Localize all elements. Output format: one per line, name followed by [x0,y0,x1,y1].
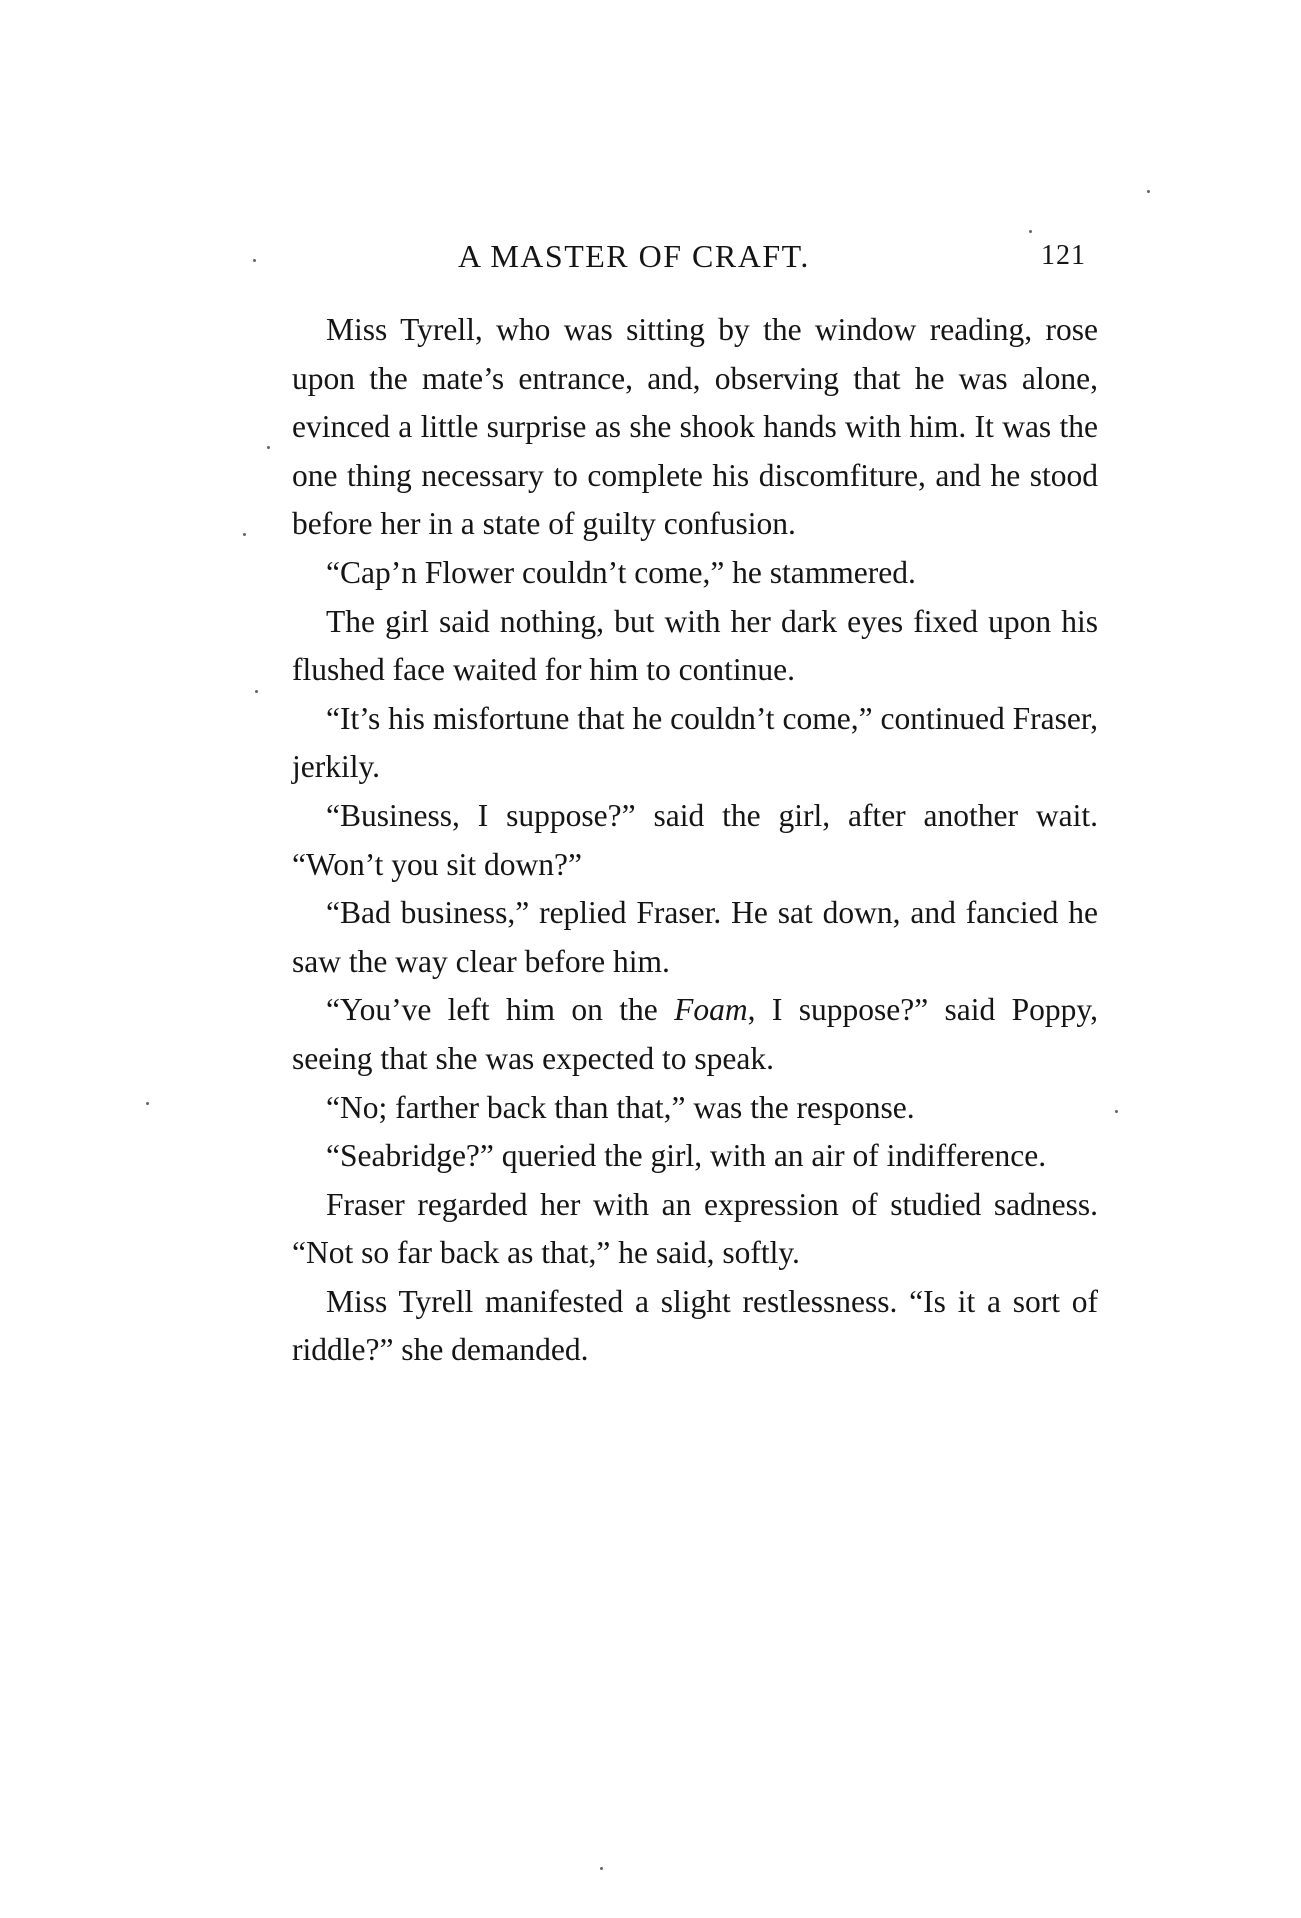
paragraph-7: “You’ve left him on the Foam, I suppose?” said Poppy, seeing that she was expected to speak. [292,992,1098,1076]
scan-speck [146,1102,149,1105]
scan-speck [253,259,256,262]
scan-speck [267,446,270,449]
scan-speck [600,1867,603,1870]
ship-name: Foam [674,992,748,1028]
scan-speck [1147,190,1150,193]
page-number: 121 [1041,240,1086,271]
paragraph-4: “It’s his misfortune that he couldn’t come,” continued Fraser, jerkily. [292,700,1098,785]
scan-speck [255,690,258,693]
paragraph-10: Fraser regarded her with an expression of studied sadness. “Not so far back as that,” he said, softly. [292,1186,1098,1271]
paragraph-6: “Bad business,” replied Fraser. He sat down, and fancied he saw the way clear before him. [292,895,1098,979]
scan-speck [1029,230,1032,233]
scan-speck [1115,1110,1118,1113]
paragraph-11: Miss Tyrell manifested a slight restlessness. “Is it a sort of riddle?” she demanded. [292,1283,1098,1368]
scan-speck [243,533,246,536]
running-title: A MASTER OF CRAFT. [458,238,810,274]
paragraph-3: The girl said nothing, but with her dark eyes fixed upon his flushed face waited for him to continue. [292,603,1098,688]
paragraph-1: Miss Tyrell, who was sitting by the window reading, rose upon the mate’s entrance, and, observing that he was alone, evinced a little surprise as she shook hands with him. It was the one thing necessary to complete his discomfiture, and he stood before her in a state of guilty confusion. [292,312,1098,542]
paragraph-5: “Business, I suppose?” said the girl, after another wait. “Won’t you sit down?” [292,797,1098,882]
paragraph-8: “No; farther back than that,” was the response. [326,1089,915,1125]
paragraph-2: “Cap’n Flower couldn’t come,” he stammered. [326,554,916,590]
body-text [292,306,1098,1375]
running-header [0,238,1301,286]
paragraph-9: “Seabridge?” queried the girl, with an air of indifference. [326,1138,1047,1174]
